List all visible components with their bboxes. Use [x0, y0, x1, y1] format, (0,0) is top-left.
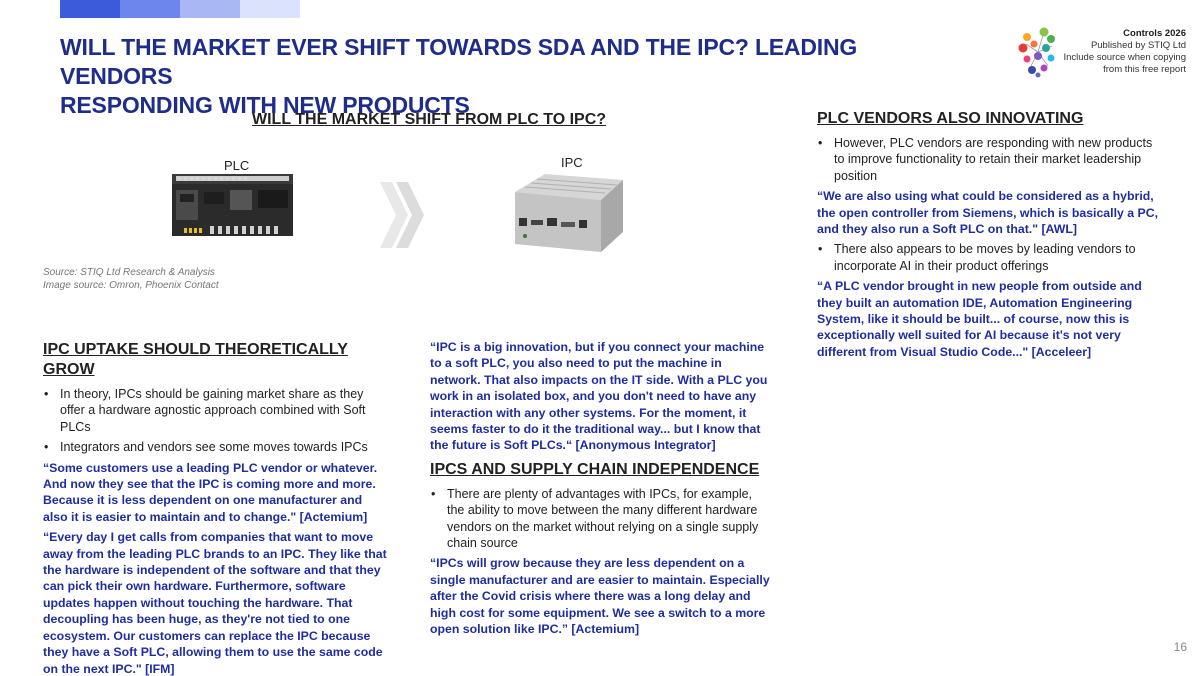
right-column — [817, 109, 1162, 360]
middle-bullet-1: • There are plenty of advantages with IPCs, for example, the ability to move between the many different hardware vendors on the market without relying on a single supply chain source — [430, 486, 770, 552]
plc-label: PLC — [224, 158, 250, 173]
middle-column — [430, 339, 770, 638]
top-color-bar — [60, 0, 300, 18]
title-line-1: WILL THE MARKET EVER SHIFT TOWARDS SDA AND THE IPC? LEADING VENDORS — [60, 34, 858, 89]
brand-text — [1036, 28, 1186, 76]
plc-device-image — [170, 170, 295, 245]
right-quote-2: “A PLC vendor brought in new people from outside and they built an automation IDE, Automation Engineering System, like it should be built... of course, now this is exceptionally well suited for AI because it's not very different from Visual Studio Code..." [Acceleer] — [817, 279, 1142, 359]
middle-heading: IPCS AND SUPPLY CHAIN INDEPENDENCE — [430, 460, 760, 478]
middle-quote-1: “IPC is a big innovation, but if you connect your machine to a soft PLC, you also need to put the machine in network. That also impacts on the IT side. With a PLC you work in an isolated box, and you don't need to have any interaction with any other systems. For the moment, it seems faster to do it the traditional way... but I know that the future is Soft PLCs.“ [Anonymous Integrator] — [430, 340, 768, 453]
brand-line-3: Include source when copying — [1063, 52, 1186, 63]
left-column — [43, 340, 388, 676]
left-heading: IPC UPTAKE SHOULD THEORETICALLY GROW — [43, 341, 348, 378]
center-subtitle: WILL THE MARKET SHIFT FROM PLC TO IPC? — [252, 111, 607, 128]
right-bullet-2: • There also appears to be moves by leading vendors to incorporate AI in their product offerings — [817, 241, 1162, 274]
title-line-2: RESPONDING WITH NEW PRODUCTS — [60, 92, 470, 118]
bar-segment-2 — [120, 0, 180, 18]
page-number: 16 — [1173, 640, 1187, 654]
source-line-1: Source: STIQ Ltd Research & Analysis — [43, 267, 215, 278]
brand-line-1: Controls 2026 — [1123, 28, 1186, 39]
image-source-note — [43, 266, 219, 292]
right-quote-1: “We are also using what could be considered as a hybrid, the open controller from Siemens, which is basically a PC, and they also run a Soft PLC on that." [AWL] — [817, 189, 1158, 237]
right-heading: PLC VENDORS ALSO INNOVATING — [817, 110, 1084, 127]
ipc-device-image — [505, 170, 625, 260]
left-quote-2: “Every day I get calls from companies that want to move away from the leading PLC brands to an IPC. They like that the hardware is independent of the software and that they can pick their own hardware. Furthermore, software updates happen without touching the hardware. That decoupling has been huge, as they're not tied to one ecosystem. Our customers can replace the IPC because they have a Soft PLC, allowing them to use the same code on the next IPC." [IFM] — [43, 530, 387, 676]
brand-line-4: from this free report — [1103, 64, 1186, 75]
brand-line-2: Published by STIQ Ltd — [1090, 40, 1186, 51]
bar-segment-1 — [60, 0, 120, 18]
bar-segment-3 — [180, 0, 240, 18]
right-bullet-1: • However, PLC vendors are responding with new products to improve functionality to retain their market leadership position — [817, 135, 1162, 184]
left-bullet-2: • Integrators and vendors see some moves towards IPCs — [43, 439, 388, 455]
middle-quote-2: “IPCs will grow because they are less dependent on a single manufacturer and are easier to maintain. Especially after the Covid crisis where there was a long delay and high cost for some equipment. We see a switch to a more open solution like IPC.” [Actemium] — [430, 556, 770, 637]
page-title — [60, 33, 960, 120]
source-line-2: Image source: Omron, Phoenix Contact — [43, 280, 219, 291]
left-quote-1: “Some customers use a leading PLC vendor or whatever. And now they see that the IPC is coming more and more. Because it is less dependent on one manufacturer and also it is easier to maintain and to change." [Actemium] — [43, 460, 378, 524]
left-bullet-1: • In theory, IPCs should be gaining market share as they offer a hardware agnostic approach combined with Soft PLCs — [43, 386, 388, 435]
bar-segment-4 — [240, 0, 300, 18]
chevron-arrow-icon — [378, 180, 428, 250]
ipc-label: IPC — [561, 155, 583, 170]
